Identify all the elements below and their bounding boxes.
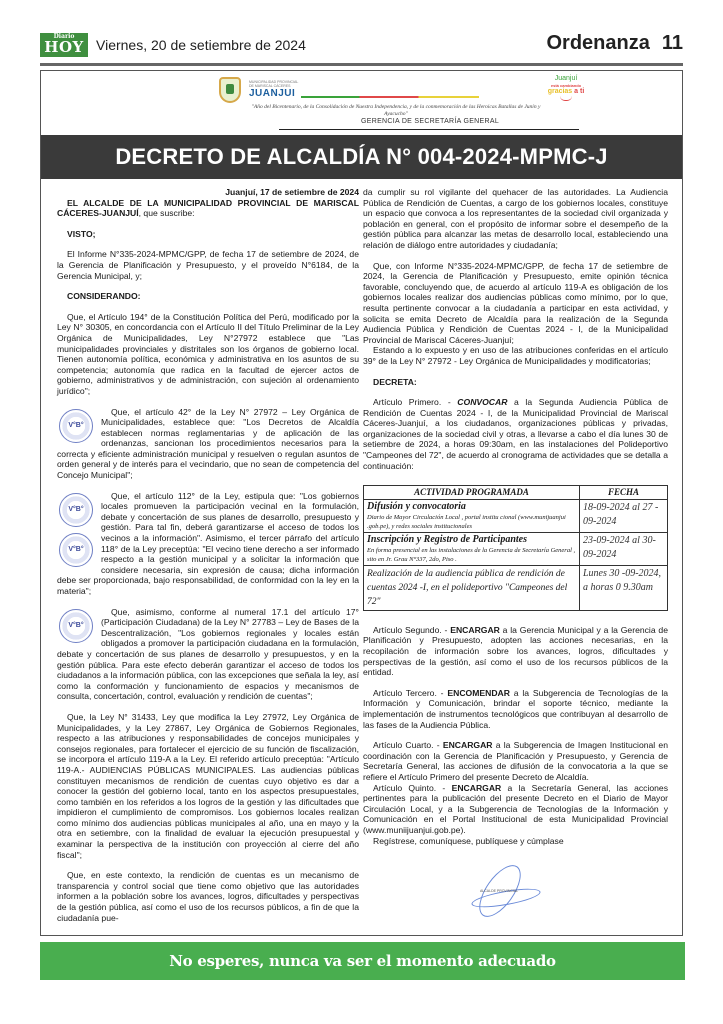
juanjui-brand-logo — [541, 75, 591, 101]
article-verb: ENCOMENDAR — [447, 687, 510, 698]
visto-text: El Informe N°335-2024-MPMC/GPP, de fecha 17 de setiembre de 2024, de la Gerencia de Planificación y Presupuesto, y el proveído N°6184, de la Gerencia Municipal, y; — [57, 249, 359, 281]
department-name: GERENCIA DE SECRETARÍA GENERAL — [361, 118, 500, 125]
muni-small-text: MUNICIPALIDAD PROVINCIAL DE MARISCAL CÁCERES — [249, 80, 299, 88]
activity-cell — [364, 499, 580, 532]
tricolor-divider — [301, 96, 479, 98]
activity-title: Inscripción y Registro de Participantes — [367, 533, 527, 545]
table-header: FECHA — [580, 486, 668, 500]
brand-line3b-text: a ti — [574, 88, 585, 95]
activity-detail: Diario de Mayor Circulación Local , portal institu cional (www.munijuanjui .gob.pe), y redes sociales institucionales — [367, 513, 566, 530]
vobo-stamp-icon — [59, 409, 93, 443]
page-number: 11 — [661, 32, 683, 54]
considerando-paragraph: Que, asimismo, conforme al numeral 17.1 del artículo 17° (Participación Ciudadana) de la Ley N° 27783 – Ley de Bases de la Descentralización, "Los gobiernos regionales y locales están obligados a promover la participación ciudadana en la formulación, debate y concertación de sus planes de desarrollo y presupuestos, y en la gestión pública. Para este efecto deberán garantizar el acceso de todos los ciudadanos a la información pública, con las excepciones que señala la ley, así como la conformación y funcionamiento de espacios y mecanismos de consulta, concertación, control, evaluación y rendición de cuentas"; — [57, 606, 359, 702]
municipal-shield-icon — [219, 77, 241, 103]
article-label: Artículo Tercero. - — [373, 687, 448, 698]
article-third — [363, 688, 668, 730]
intro-rest: , que suscribe: — [138, 208, 195, 219]
article-text: a la Subgerencia de Imagen Institucional en coordinación con la Gerencia de Planificación y Presupuesto, y Gerencia de Secretaría General, las acciones de difusión de la convocatoria a la que se refiere el Artículo Primero del presente Decreto de Alcaldía. — [363, 740, 668, 782]
considerando-heading: CONSIDERANDO: — [67, 291, 141, 302]
table-row — [364, 499, 668, 532]
article-text: a la Secretaría General, las acciones pertinentes para la publicación del presente Decreto en el Diario de Mayor Circulación Local, y a la Subgerencia de Tecnologías de la Información y Comunicación en el Portal Institucional de esta Municipalidad Provincial (www.muniijuanjui.gob.pe). — [363, 782, 668, 835]
right-column — [363, 187, 668, 846]
activity-title: Difusión y convocatoria — [367, 500, 466, 512]
article-verb: ENCARGAR — [450, 624, 500, 635]
considerando-paragraph: Que, el artículo 112° de la Ley, estipula que: "Los gobiernos locales promueven la participación vecinal en la formulación, debate y concertación de sus planes de desarrollo, presupuesto y gestión. Para tal fin, deberá garantizarse el acceso de todos los vecinos a la información". Asimismo, el tercer párrafo del artículo 118° de la Ley preceptúa: "El vecino tiene derecho a ser informado respecto a la gestión municipal y a solicitar la información que considere necesaria, sin expresión de causa; dicha información debe ser proporcionada, bajo responsabilidad, de conformidad con la ley en la materia"; — [57, 490, 359, 596]
table-header: ACTIVIDAD PROGRAMADA — [364, 486, 580, 500]
muni-name: JUANJUI — [249, 88, 296, 99]
article-label: Artículo Primero. - — [373, 397, 458, 408]
considerando-paragraph: Que, el Artículo 194° de la Constitución Política del Perú, modificado por la Ley N° 30305, en concordancia con el Artículo II del Título Preliminar de la Ley Orgánica de Municipalidades, Ley N°27972 establece que "Las municipalidades provinciales y distritales son los órganos de gobierno local. Tienen autonomía política, económica y administrativa en los asuntos de su competencia; autonomía que radica en la facultad de ejercer actos de gobierno, administrativos y de administración, con sujeción al ordenamiento jurídico"; — [57, 311, 359, 396]
article-verb: CONVOCAR — [457, 397, 508, 408]
decreta-heading: DECRETA: — [373, 376, 417, 387]
activity-cell — [364, 532, 580, 565]
vobo-stamp-icon — [59, 609, 93, 643]
section-name: Ordenanza — [546, 32, 650, 54]
right-paragraph: Que, con Informe N°335-2024-MPMC/GPP, de fecha 17 de setiembre de 2024, la Gerencia de Planificación y Presupuesto, emite opinión técnica favorable, concluyendo que, de acuerdo al artículo 119-A es obligación de los gobiernos locales realizar dos audiencias públicas como mínimo, por lo que, resulta pertinente convocar a la ciudadanía a participar en esta actividad, y solicita se emita Decreto de Alcaldía para la realización de la Segunda Audiencia Pública y Rendición de Cuentas 2024 - I, de la Municipalidad Provincial de Mariscal Cáceres-Juanjuí; — [363, 260, 668, 345]
footer-banner: No esperes, nunca va ser el momento adecuado — [40, 942, 685, 980]
considerando-paragraph: Que, la Ley N° 31433, Ley que modifica la Ley 27972, Ley Orgánica de Municipalidades, y la Ley 27867, Ley Orgánica de Gobiernos Regionales, respecto a las atribuciones y responsabilidades de concejos municipales y consejos regionales, para fortalecer el ejercicio de su función de fiscalización, se incorpora el artículo 119-A a la Ley. El referido artículo preceptúa: "Artículo 119-A.- AUDIENCIAS PÚBLICAS MUNICIPALES. Las audiencias públicas constituyen mecanismos de rendición de cuentas cuyo objetivo es dar a conocer la gestión del gobierno local, tanto en los aspectos presupuestales, como también en los referidos a los logros de la gestión y las dificultades que impidieron el cumplimiento de compromisos. Los gobiernos locales realizan como mínimo dos audiencias públicas municipales al año, una en mayo y la otra en setiembre, con la finalidad de evaluar la ejecución presupuestal y examinar la perspectiva de la institución con proyección al cierre del año fiscal"; — [57, 711, 359, 860]
right-paragraph: da cumplir su rol vigilante del quehacer de las autoridades. La Audiencia Pública de Rendición de Cuentas, a cargo de los gobiernos locales, constituye un espacio que convoca a los representantes de la sociedad civil organizada y población en general, con el propósito de informar sobre el desempeño de la gestión pública para alcanzar las metas de desarrollo local, estableciendo una relación de diálogo entre autoridades y ciudadanía; — [363, 187, 668, 250]
brand-line3 — [541, 88, 591, 96]
signature-stamp-text: ALCALDE PROVINCIAL — [480, 889, 519, 893]
vobo-stamp-icon — [59, 493, 93, 527]
article-text: a la Subgerencia de Tecnologías de la Información y Comunicación, brindar el soporte técnico, mediante la implementación de instrumentos tecnológicos que contribuyan al desarrollo de las fases de la Audiencia Pública. — [363, 687, 669, 730]
activity-cell: Realización de la audiencia pública de rendición de cuentas 2024 -I, en el polideportivo "Campeones del 72" — [364, 565, 580, 610]
visto-heading: VISTO; — [67, 228, 96, 239]
table-header-row — [364, 486, 668, 500]
intro-bold: EL ALCALDE DE LA MUNICIPALIDAD PROVINCIAL DE MARISCAL CÁCERES-JUANJUÍ — [57, 197, 359, 219]
article-first — [363, 397, 668, 471]
header-rule — [40, 63, 683, 66]
letterhead — [41, 71, 682, 135]
left-column — [57, 187, 359, 923]
brand-line1: Juanjuí — [554, 75, 578, 82]
brand-line3-text: gracias — [547, 88, 573, 95]
considerando-paragraph: Que, en este contexto, la rendición de cuentas es un mecanismo de transparencia y control social que tiene como objetivo que las autoridades informen a la población sobre los avances, logros, dificultades y perspectivas de la gestión pública, así como el uso de los recursos públicos, a fin de que la ciudadanía pue- — [57, 870, 359, 923]
activity-detail: En forma presencial en las instalaciones de la Gerencia de Secretaría General , sito en Jr. Grau N°337, 2do, Piso . — [367, 546, 576, 563]
stamp-slot — [57, 491, 101, 571]
masthead — [40, 33, 683, 59]
article-fifth — [363, 783, 668, 836]
year-motto: "Año del Bicentenario, de la Consolidación de Nuestra Independencia, y de la conmemoración de las Heroicas Batallas de Junín y Ayacucho" — [251, 104, 541, 117]
decree-frame — [40, 70, 683, 936]
article-label: Artículo Segundo. - — [373, 624, 451, 635]
smile-icon — [560, 96, 572, 101]
mayor-signature — [466, 861, 546, 931]
article-label: Artículo Cuarto. - — [373, 740, 443, 751]
logo-small-text: Diario — [53, 33, 75, 40]
considerando-paragraph: Que, el artículo 42° de la Ley N° 27972 – Ley Orgánica de Municipalidades, establece que: "Los Decretos de Alcaldía establecen normas reglamentarias y de aplicación de las ordenanzas, sancionan los procedimientos necesarios para la correcta y eficiente administración municipal y resuelven o regulan asuntos de orden general y de interés para el vecindario, que no sean de competencia del Concejo Municipal"; — [57, 406, 359, 481]
stamp-slot — [57, 407, 101, 445]
article-text: a la Gerencia Municipal y a la Gerencia de Planificación y Presupuesto, adopten las acciones necesarias, en la recopilación de información sobre los avances, logros, dificultades y perspectivas de la gestión, así como el uso de los recursos públicos de la entidad. — [363, 624, 668, 678]
department-rule — [279, 129, 579, 130]
activity-schedule-table — [363, 485, 668, 611]
table-row — [364, 565, 668, 610]
article-text: a la Segunda Audiencia Pública de Rendición de Cuentas 2024 - I, de la Municipalidad Provincial de Mariscal Cáceres-Juanjuí, a los ciudadanos, organizaciones públicas y privadas, organizaciones de la sociedad civil y otras, a llevarse a cabo el día lunes 30 de setiembre de 2024, a horas 09:30am, en las instalaciones del Polideportivo "Campeones del 72", de acuerdo al cronograma de actividades que se detalla a continuación: — [363, 397, 668, 471]
closing-formula: Regístrese, comuníquese, publíquese y cúmplase — [373, 835, 564, 846]
logo-big-text: HOY — [44, 38, 84, 56]
stamp-slot — [57, 607, 101, 645]
article-second — [363, 625, 668, 678]
intro — [57, 198, 359, 219]
article-verb: ENCARGAR — [451, 782, 502, 793]
date-cell: 23-09-2024 al 30- 09-2024 — [580, 532, 668, 565]
date-cell: 18-09-2024 al 27 - 09-2024 — [580, 499, 668, 532]
date-cell: Lunes 30 -09-2024, a horas 0 9.30am — [580, 565, 668, 610]
issue-date: Viernes, 20 de setiembre de 2024 — [96, 37, 306, 53]
vobo-stamp-icon — [59, 533, 93, 567]
brand-line2: está cambiando — [550, 83, 582, 88]
article-fourth — [363, 740, 668, 782]
place-date: Juanjuí, 17 de setiembre de 2024 — [225, 187, 359, 197]
right-paragraph: Estando a lo expuesto y en uso de las atribuciones conferidas en el artículo 39° de la Ley N° 27972 - Ley Orgánica de Municipalidades y modificatorias; — [363, 345, 668, 366]
article-verb: ENCARGAR — [442, 740, 493, 751]
section-label — [546, 32, 683, 55]
table-row — [364, 532, 668, 565]
article-label: Artículo Quinto. - — [373, 782, 452, 793]
decree-title: DECRETO DE ALCALDÍA N° 004-2024-MPMC-J — [41, 135, 682, 179]
diario-hoy-logo — [40, 33, 88, 57]
